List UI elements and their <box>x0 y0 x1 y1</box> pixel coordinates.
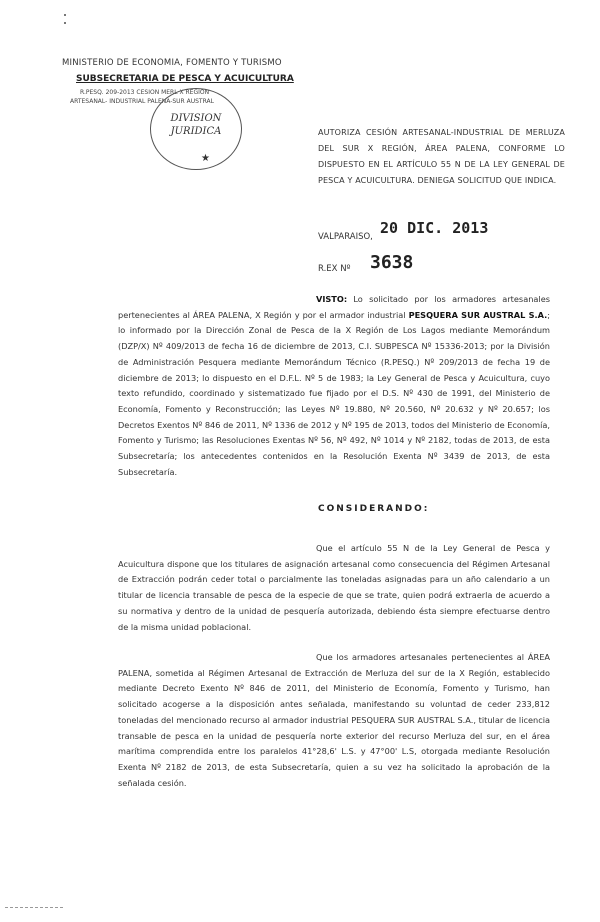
visto-paragraph <box>118 292 550 480</box>
scan-dot <box>64 14 66 16</box>
star-icon: ★ <box>201 153 210 164</box>
considerando-text-2: Que los armadores artesanales pertenecientes al ÁREA PALENA, sometida al Régimen Artesanal de Extracción de Merluza del sur de la X Región, establecido mediante Decreto Exento Nº 846 de 2011, del Ministerio de Economía, Fomento y Turismo, han solicitado acogerse a la disposición antes señalada, manifestando su voluntad de ceder 233,812 toneladas del mencionado recurso al armador industrial PESQUERA SUR AUSTRAL S.A., titular de licencia transable de pesca en la unidad de pesquería norte exterior del recurso Merluza del sur, en el área marítima comprendida entre los paralelos 41°28,6' L.S. y 47°00' L.S, otorgada mediante Resolución Exenta Nº 2182 de 2013, de esta Subsecretaría, quien a su vez ha solicitado la aprobación de la señalada cesión. <box>118 652 550 788</box>
visto-label: VISTO: <box>316 294 348 304</box>
reference-line-2: ARTESANAL- INDUSTRIAL PALENA-SUR AUSTRAL <box>70 98 214 105</box>
considerando-paragraph-2 <box>118 650 550 791</box>
stamp-line-2: JURIDICA <box>170 126 222 137</box>
subsecretaria-name: SUBSECRETARIA DE PESCA Y ACUICULTURA <box>76 74 294 84</box>
place-label: VALPARAISO, <box>318 232 373 242</box>
division-juridica-stamp <box>150 88 242 170</box>
stamp-line-1: DIVISION <box>170 113 222 124</box>
scan-footer-mark <box>5 907 63 909</box>
visto-text-a: Lo solicitado por los armadores artesanales pertenecientes al ÁREA PALENA, X Región y por el armador industrial <box>118 294 550 320</box>
considerando-paragraph-1 <box>118 541 550 635</box>
resolution-title: AUTORIZA CESIÓN ARTESANAL-INDUSTRIAL DE MERLUZA DEL SUR X REGIÓN, ÁREA PALENA, CONFORME LO DISPUESTO EN EL ARTÍCULO 55 N DE LA LEY GENERAL DE PESCA Y ACUICULTURA. DENIEGA SOLICITUD QUE INDICA. <box>318 128 565 185</box>
resolution-date: 20 DIC. 2013 <box>380 219 489 237</box>
visto-company: PESQUERA SUR AUSTRAL S.A. <box>408 309 548 320</box>
ministry-name: MINISTERIO DE ECONOMIA, FOMENTO Y TURISMO <box>62 58 282 68</box>
considerando-text-1: Que el artículo 55 N de la Ley General de Pesca y Acuicultura dispone que los titulares de asignación artesanal como consecuencia del Régimen Artesanal de Extracción podrán ceder total o parcialmente las toneladas asignadas para un año calendario a un titular de licencia transable de pesca de la especie de que se trate, quien podrá extraerla de acuerdo a su normativa y dentro de la unidad de pesquería autorizada, debiendo ésta siempre efectuarse dentro de la misma unidad poblacional. <box>118 543 550 632</box>
visto-text-b: ; lo informado por la Dirección Zonal de Pesca de la X Región de Los Lagos mediante Memorándum (DZP/X) Nº 409/2013 de fecha 16 de diciembre de 2013, C.I. SUBPESCA Nº 15336-2013; por la División de Administración Pesquera mediante Memorándum Técnico (R.PESQ.) Nº 209/2013 de fecha 19 de diciembre de 2013; lo dispuesto en el D.F.L. Nº 5 de 1983; la Ley General de Pesca y Acuicultura, cuyo texto refundido, coordinado y sistematizado fue fijado por el D.S. Nº 430 de 1991, del Ministerio de Economía, Fomento y Reconstrucción; las Leyes Nº 19.880, Nº 20.560, Nº 20.632 y Nº 20.657; los Decretos Exentos Nº 846 de 2011, Nº 1336 de 2012 y Nº 195 de 2013, todos del Ministerio de Economía, Fomento y Turismo; las Resoluciones Exentas Nº 56, Nº 492, Nº 1014 y Nº 2182, todas de 2013, de esta Subsecretaría; los antecedentes contenidos en la Resolución Exenta Nº 3439 de 2013, de esta Subsecretaría. <box>118 309 550 477</box>
rex-number: 3638 <box>370 252 414 273</box>
rex-label: R.EX Nº <box>318 264 351 274</box>
scan-dot <box>64 22 66 24</box>
considerando-heading: CONSIDERANDO: <box>318 504 430 514</box>
reference-line-1: R.PESQ. 209-2013 CESION MERL X REGION <box>80 89 210 96</box>
